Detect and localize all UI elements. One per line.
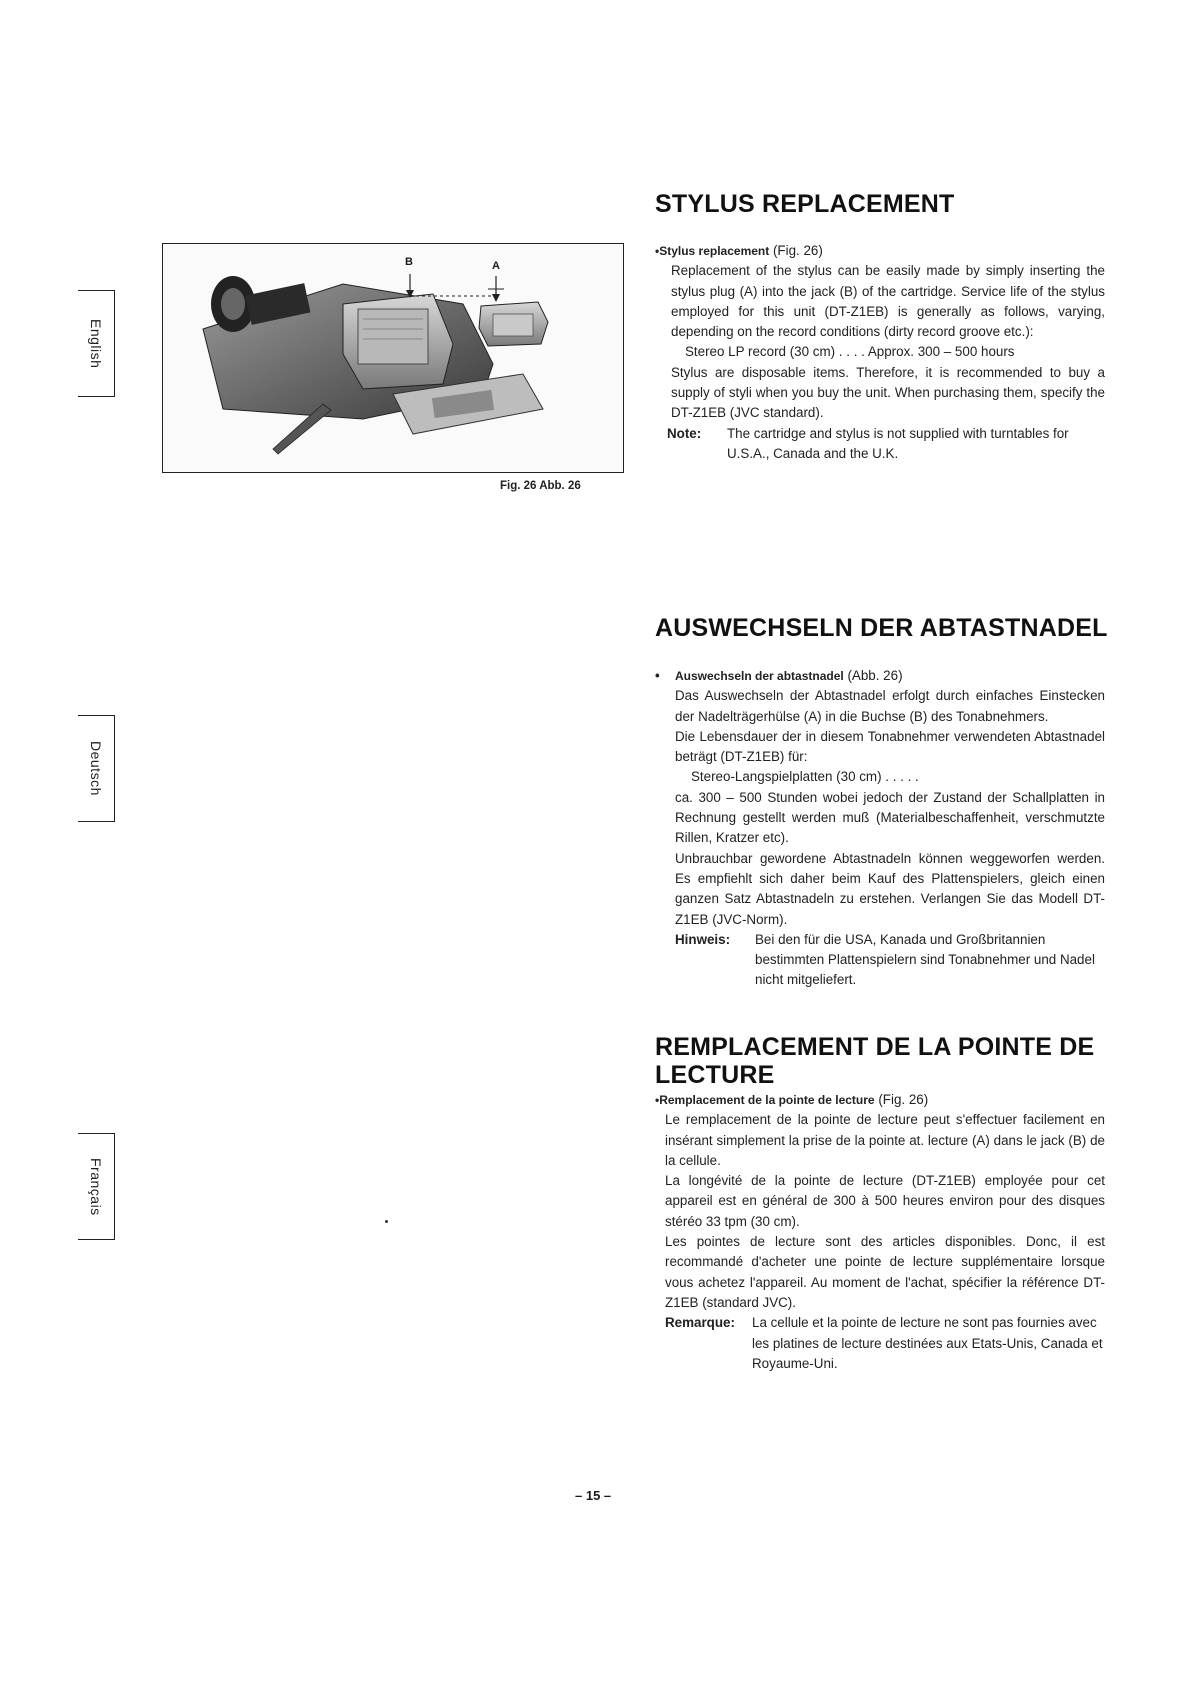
deutsch-note <box>675 930 1105 991</box>
side-tab-francais-label: Français <box>88 1157 104 1216</box>
figure-label-a: A <box>492 260 500 272</box>
side-tab-english <box>78 290 115 397</box>
francais-paragraph-1: Le remplacement de la pointe de lecture peut s'effectuer facilement en insérant simplement la prise de la pointe at. lecture (A) dans le jack (B) de la cellule. <box>665 1112 1105 1168</box>
figure-caption: Fig. 26 Abb. 26 <box>500 480 581 492</box>
english-note-label: Note: <box>667 425 702 441</box>
english-heading: STYLUS REPLACEMENT <box>655 190 955 218</box>
page-number: – 15 – <box>575 1488 612 1503</box>
cartridge-illustration <box>163 244 623 472</box>
deutsch-paragraph-3: Stereo-Langspielplatten (30 cm) . . . . . <box>691 769 919 785</box>
side-tab-francais <box>78 1133 115 1240</box>
english-note-text: The cartridge and stylus is not supplied with turntables for U.S.A., Canada and the U.K. <box>727 425 1069 461</box>
figure-26 <box>162 243 624 473</box>
francais-heading: REMPLACEMENT DE LA POINTE DE LECTURE <box>655 1033 1095 1089</box>
deutsch-heading: AUSWECHSELN DER ABTASTNADEL <box>655 614 1108 642</box>
deutsch-paragraph-5: Unbrauchbar gewordene Abtastnadeln können weggeworfen werden. Es empfiehlt sich daher beim Kauf des Plattenspielers, gleich einen ganzen Satz Abtastnadeln zu erstehen. Verlangen Sie das Modell DT-Z1EB (JVC-Norm). <box>675 850 1105 927</box>
english-paragraph-3: Stylus are disposable items. Therefore, it is recommended to buy a supply of styli when you buy the unit. When purchasing them, specify the DT-Z1EB (JVC standard). <box>671 364 1105 421</box>
francais-note-label: Remarque: <box>665 1315 735 1331</box>
side-tab-english-label: English <box>88 318 104 369</box>
english-subheading: •Stylus replacement <box>655 244 770 258</box>
francais-subheading: •Remplacement de la pointe de lecture <box>655 1093 875 1107</box>
english-paragraph-2: Stereo LP record (30 cm) . . . . Approx. 300 – 500 hours <box>685 344 1015 360</box>
deutsch-paragraph-4: ca. 300 – 500 Stunden wobei jedoch der Zustand der Schallplatten in Rechnung gestellt werden muß (Materialbeschaffenheit, verschmutzte Rillen, Kratzer etc). <box>675 789 1105 846</box>
figure-label-b: B <box>405 256 413 268</box>
francais-section <box>655 1090 1105 1374</box>
english-section <box>655 241 1105 464</box>
francais-note <box>665 1313 1105 1374</box>
english-subheading-ref: (Fig. 26) <box>769 243 823 258</box>
deutsch-section <box>655 666 1105 991</box>
deutsch-note-text: Bei den für die USA, Kanada und Großbritannien bestimmten Plattenspielern sind Tonabnehmer und Nadel nicht mitgeliefert. <box>755 931 1095 988</box>
deutsch-bullet: • <box>655 668 660 683</box>
deutsch-paragraph-2: Die Lebensdauer der in diesem Tonabnehmer verwendeten Abtastnadel beträgt (DT-Z1EB) für: <box>675 728 1105 765</box>
english-paragraph-1: Replacement of the stylus can be easily made by simply inserting the stylus plug (A) into the jack (B) of the cartridge. Service life of the stylus employed for this unit (DT-Z1EB) is generally as follows, varying, depending on the record conditions (dirty record groove etc.): <box>671 263 1105 340</box>
francais-subheading-ref: (Fig. 26) <box>874 1092 929 1107</box>
deutsch-subheading: Auswechseln der abtastnadel <box>675 669 844 683</box>
deutsch-paragraph-1: Das Auswechseln der Abtastnadel erfolgt durch einfaches Einstecken der Nadelträgerhülse (A) in die Buchse (B) des Tonabnehmers. <box>675 688 1105 724</box>
deutsch-subheading-ref: (Abb. 26) <box>843 668 903 683</box>
english-note <box>655 424 1105 465</box>
side-tab-deutsch-label: Deutsch <box>88 741 104 796</box>
francais-paragraph-2: La longévité de la pointe de lecture (DT-Z1EB) employée pour cet appareil est en général de 300 à 500 heures environ pour des disques stéréo 33 tpm (30 cm). <box>665 1173 1105 1229</box>
deutsch-note-label: Hinweis: <box>675 931 731 947</box>
francais-paragraph-3: Les pointes de lecture sont des articles disponibles. Donc, il est recommandé d'acheter une pointe de lecture supplémentaire lorsque vous achetez l'appareil. Au moment de l'achat, spécifier la référence DT-Z1EB (standard JVC). <box>665 1234 1105 1310</box>
francais-note-text: La cellule et la pointe de lecture ne sont pas fournies avec les platines de lecture destinées aux Etats-Unis, Canada et Royaume-Uni. <box>752 1315 1103 1371</box>
side-tab-deutsch <box>78 715 115 822</box>
stray-dot <box>385 1220 388 1223</box>
